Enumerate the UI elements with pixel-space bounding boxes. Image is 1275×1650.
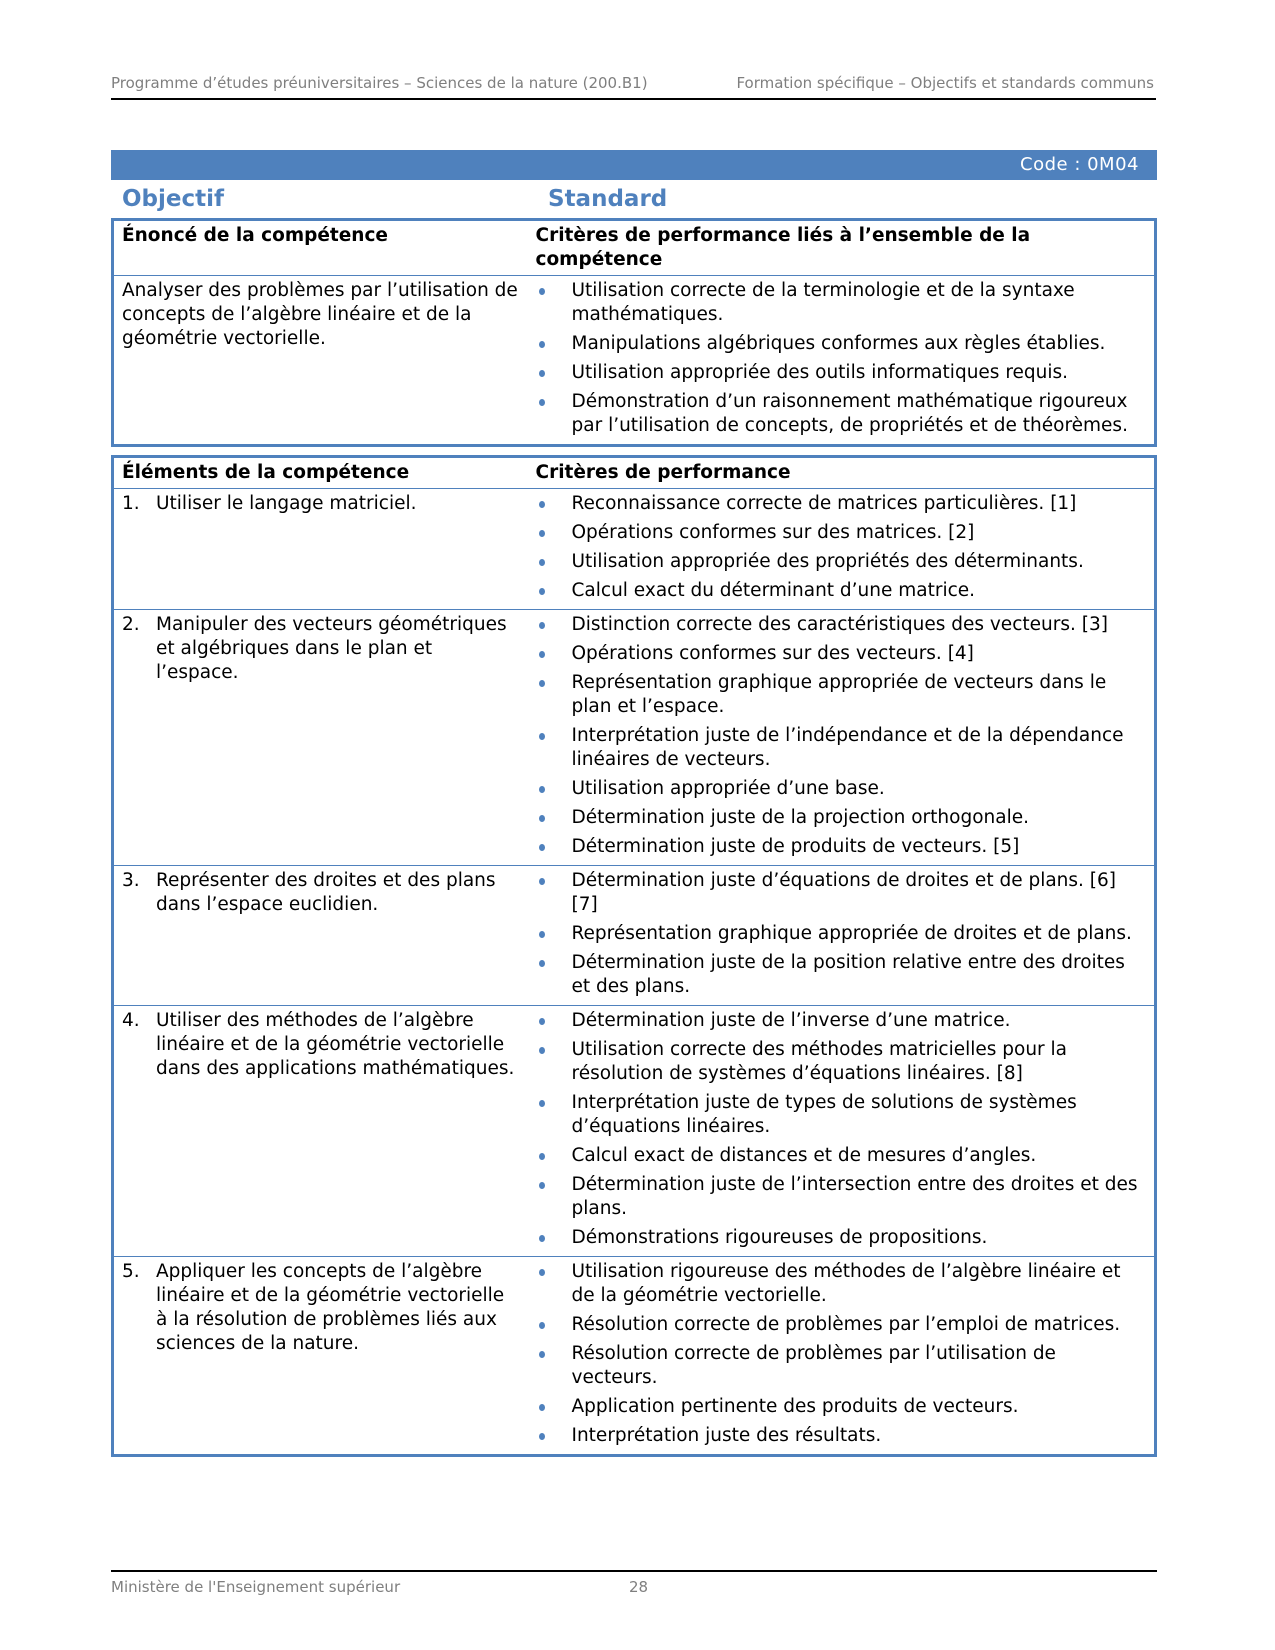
criterion-text: Utilisation appropriée des outils informatiques requis. <box>571 362 1069 383</box>
element-text: Représenter des droites et des plans dans l’espace euclidien. <box>156 870 496 915</box>
section-titles <box>111 180 1157 218</box>
criterion-text: Détermination juste de l’intersection entre des droites et des plans. <box>571 1174 1138 1219</box>
criterion-item <box>536 671 1147 719</box>
criterion-item <box>536 1342 1147 1390</box>
competence-criteria-heading: Critères de performance liés à l’ensemble de la compétence <box>535 225 1031 270</box>
criterion-item <box>536 550 1147 574</box>
bullet-icon <box>539 680 545 687</box>
criterion-item <box>536 1313 1147 1337</box>
criterion-text: Interprétation juste de types de solutions de systèmes d’équations linéaires. <box>571 1092 1077 1137</box>
bullet-icon <box>539 931 545 938</box>
footer-ministry: Ministère de l'Enseignement supérieur <box>111 1578 401 1596</box>
element-row <box>113 1006 1156 1257</box>
performance-criteria-heading: Critères de performance <box>535 462 791 483</box>
code-bar <box>111 150 1157 180</box>
criterion-item <box>536 279 1147 327</box>
bullet-icon <box>539 370 545 377</box>
criterion-item <box>536 869 1147 917</box>
competence-table <box>111 218 1157 447</box>
element-row <box>113 489 1156 610</box>
bullet-icon <box>539 1433 545 1440</box>
criterion-item <box>536 390 1147 438</box>
bullet-icon <box>539 733 545 740</box>
criterion-text: Représentation graphique appropriée de droites et de plans. <box>571 923 1132 944</box>
page-footer <box>111 1570 1157 1596</box>
element-item <box>122 869 520 917</box>
bullet-icon <box>539 530 545 537</box>
criterion-item <box>536 1091 1147 1139</box>
element-row <box>113 1257 1156 1456</box>
criterion-text: Résolution correcte de problèmes par l’emploi de matrices. <box>571 1314 1121 1335</box>
criterion-text: Calcul exact du déterminant d’une matrice. <box>571 580 976 601</box>
bullet-icon <box>539 341 545 348</box>
criterion-item <box>536 1424 1147 1448</box>
criterion-text: Manipulations algébriques conformes aux règles établies. <box>571 333 1106 354</box>
criterion-text: Reconnaissance correcte de matrices particulières. [1] <box>571 493 1077 514</box>
competence-statement: Analyser des problèmes par l’utilisation de concepts de l’algèbre linéaire et de la géométrie vectorielle. <box>113 276 528 446</box>
criterion-item <box>536 1144 1147 1168</box>
bullet-icon <box>539 844 545 851</box>
competence-statement-heading: Énoncé de la compétence <box>122 225 388 246</box>
criterion-text: Distinction correcte des caractéristiques des vecteurs. [3] <box>571 614 1108 635</box>
bullet-icon <box>539 501 545 508</box>
criterion-item <box>536 1038 1147 1086</box>
criterion-item <box>536 521 1147 545</box>
criterion-text: Résolution correcte de problèmes par l’utilisation de vecteurs. <box>571 1343 1056 1388</box>
criterion-item <box>536 1173 1147 1221</box>
element-item <box>122 1260 520 1356</box>
bullet-icon <box>539 588 545 595</box>
criterion-text: Calcul exact de distances et de mesures d’angles. <box>571 1145 1037 1166</box>
criterion-text: Utilisation appropriée des propriétés des déterminants. <box>571 551 1084 572</box>
bullet-icon <box>539 786 545 793</box>
criterion-item <box>536 1395 1147 1419</box>
element-criteria-list <box>536 492 1147 603</box>
element-item <box>122 1009 520 1081</box>
element-item <box>122 613 520 685</box>
criterion-text: Utilisation rigoureuse des méthodes de l’algèbre linéaire et de la géométrie vectorielle. <box>571 1261 1121 1306</box>
criterion-item <box>536 492 1147 516</box>
standard-title: Standard <box>548 186 668 212</box>
bullet-icon <box>539 1153 545 1160</box>
element-text: Utiliser le langage matriciel. <box>156 493 417 514</box>
element-number: 2. <box>122 614 140 635</box>
criterion-text: Démonstrations rigoureuses de propositions. <box>571 1227 988 1248</box>
criterion-item <box>536 777 1147 801</box>
criterion-text: Opérations conformes sur des vecteurs. [4] <box>571 643 974 664</box>
element-number: 1. <box>122 493 140 514</box>
element-criteria-list <box>536 1260 1147 1448</box>
elements-table-header <box>113 457 1156 489</box>
criterion-text: Détermination juste de la projection orthogonale. <box>571 807 1029 828</box>
element-item <box>122 492 520 516</box>
bullet-icon <box>539 1182 545 1189</box>
criterion-item <box>536 1260 1147 1308</box>
criterion-item <box>536 951 1147 999</box>
criterion-item <box>536 1226 1147 1250</box>
bullet-icon <box>539 1269 545 1276</box>
criterion-text: Application pertinente des produits de vecteurs. <box>571 1396 1019 1417</box>
criterion-item <box>536 332 1147 356</box>
criterion-item <box>536 642 1147 666</box>
competence-criteria-list <box>536 279 1147 438</box>
objective-title: Objectif <box>122 186 225 212</box>
criterion-item <box>536 361 1147 385</box>
criterion-item <box>536 579 1147 603</box>
element-text: Utiliser des méthodes de l’algèbre linéaire et de la géométrie vectorielle dans des applications mathématiques. <box>156 1010 515 1079</box>
header-section-title: Formation spécifique – Objectifs et standards communs <box>736 74 1154 92</box>
competence-table-header <box>113 220 1156 276</box>
criterion-text: Représentation graphique appropriée de vecteurs dans le plan et l’espace. <box>571 672 1107 717</box>
bullet-icon <box>539 399 545 406</box>
criterion-item <box>536 806 1147 830</box>
competency-code: Code : 0M04 <box>1020 154 1139 175</box>
criterion-text: Détermination juste de produits de vecteurs. [5] <box>571 836 1020 857</box>
criterion-text: Utilisation correcte de la terminologie et de la syntaxe mathématiques. <box>571 280 1075 325</box>
bullet-icon <box>539 815 545 822</box>
criterion-text: Détermination juste de l’inverse d’une matrice. <box>571 1010 1011 1031</box>
elements-table <box>111 455 1157 1457</box>
header-program-title: Programme d’études préuniversitaires – Sciences de la nature (200.B1) <box>111 74 648 92</box>
bullet-icon <box>539 651 545 658</box>
element-number: 4. <box>122 1010 140 1031</box>
bullet-icon <box>539 622 545 629</box>
criterion-text: Détermination juste de la position relative entre des droites et des plans. <box>571 952 1125 997</box>
element-text: Manipuler des vecteurs géométriques et algébriques dans le plan et l’espace. <box>156 614 507 683</box>
criterion-text: Détermination juste d’équations de droites et de plans. [6] [7] <box>571 870 1117 915</box>
element-row <box>113 610 1156 866</box>
bullet-icon <box>539 1100 545 1107</box>
bullet-icon <box>539 1404 545 1411</box>
bullet-icon <box>539 878 545 885</box>
element-criteria-list <box>536 1009 1147 1250</box>
criterion-text: Interprétation juste des résultats. <box>571 1425 882 1446</box>
page-header <box>111 72 1156 100</box>
competency-sheet <box>111 150 1157 1465</box>
criterion-item <box>536 724 1147 772</box>
element-criteria-list <box>536 869 1147 999</box>
bullet-icon <box>539 1235 545 1242</box>
bullet-icon <box>539 288 545 295</box>
criterion-item <box>536 1009 1147 1033</box>
criterion-text: Utilisation correcte des méthodes matricielles pour la résolution de systèmes d’équations linéaires. [8] <box>571 1039 1068 1084</box>
criterion-text: Démonstration d’un raisonnement mathématique rigoureux par l’utilisation de concepts, de propriétés et de théorèmes. <box>571 391 1128 436</box>
page-number: 28 <box>629 1578 649 1596</box>
element-number: 5. <box>122 1261 140 1282</box>
criterion-item <box>536 922 1147 946</box>
criterion-item <box>536 835 1147 859</box>
element-row <box>113 866 1156 1006</box>
element-text: Appliquer les concepts de l’algèbre linéaire et de la géométrie vectorielle à la résolution de problèmes liés aux sciences de la nature. <box>156 1261 505 1354</box>
bullet-icon <box>539 1351 545 1358</box>
bullet-icon <box>539 1322 545 1329</box>
criterion-text: Interprétation juste de l’indépendance et de la dépendance linéaires de vecteurs. <box>571 725 1124 770</box>
bullet-icon <box>539 1047 545 1054</box>
bullet-icon <box>539 559 545 566</box>
elements-rows <box>113 489 1156 1456</box>
criterion-text: Utilisation appropriée d’une base. <box>571 778 885 799</box>
element-number: 3. <box>122 870 140 891</box>
element-criteria-list <box>536 613 1147 859</box>
bullet-icon <box>539 1018 545 1025</box>
criterion-text: Opérations conformes sur des matrices. [2] <box>571 522 975 543</box>
competence-row <box>113 276 1156 446</box>
bullet-icon <box>539 960 545 967</box>
elements-heading: Éléments de la compétence <box>122 462 410 483</box>
criterion-item <box>536 613 1147 637</box>
